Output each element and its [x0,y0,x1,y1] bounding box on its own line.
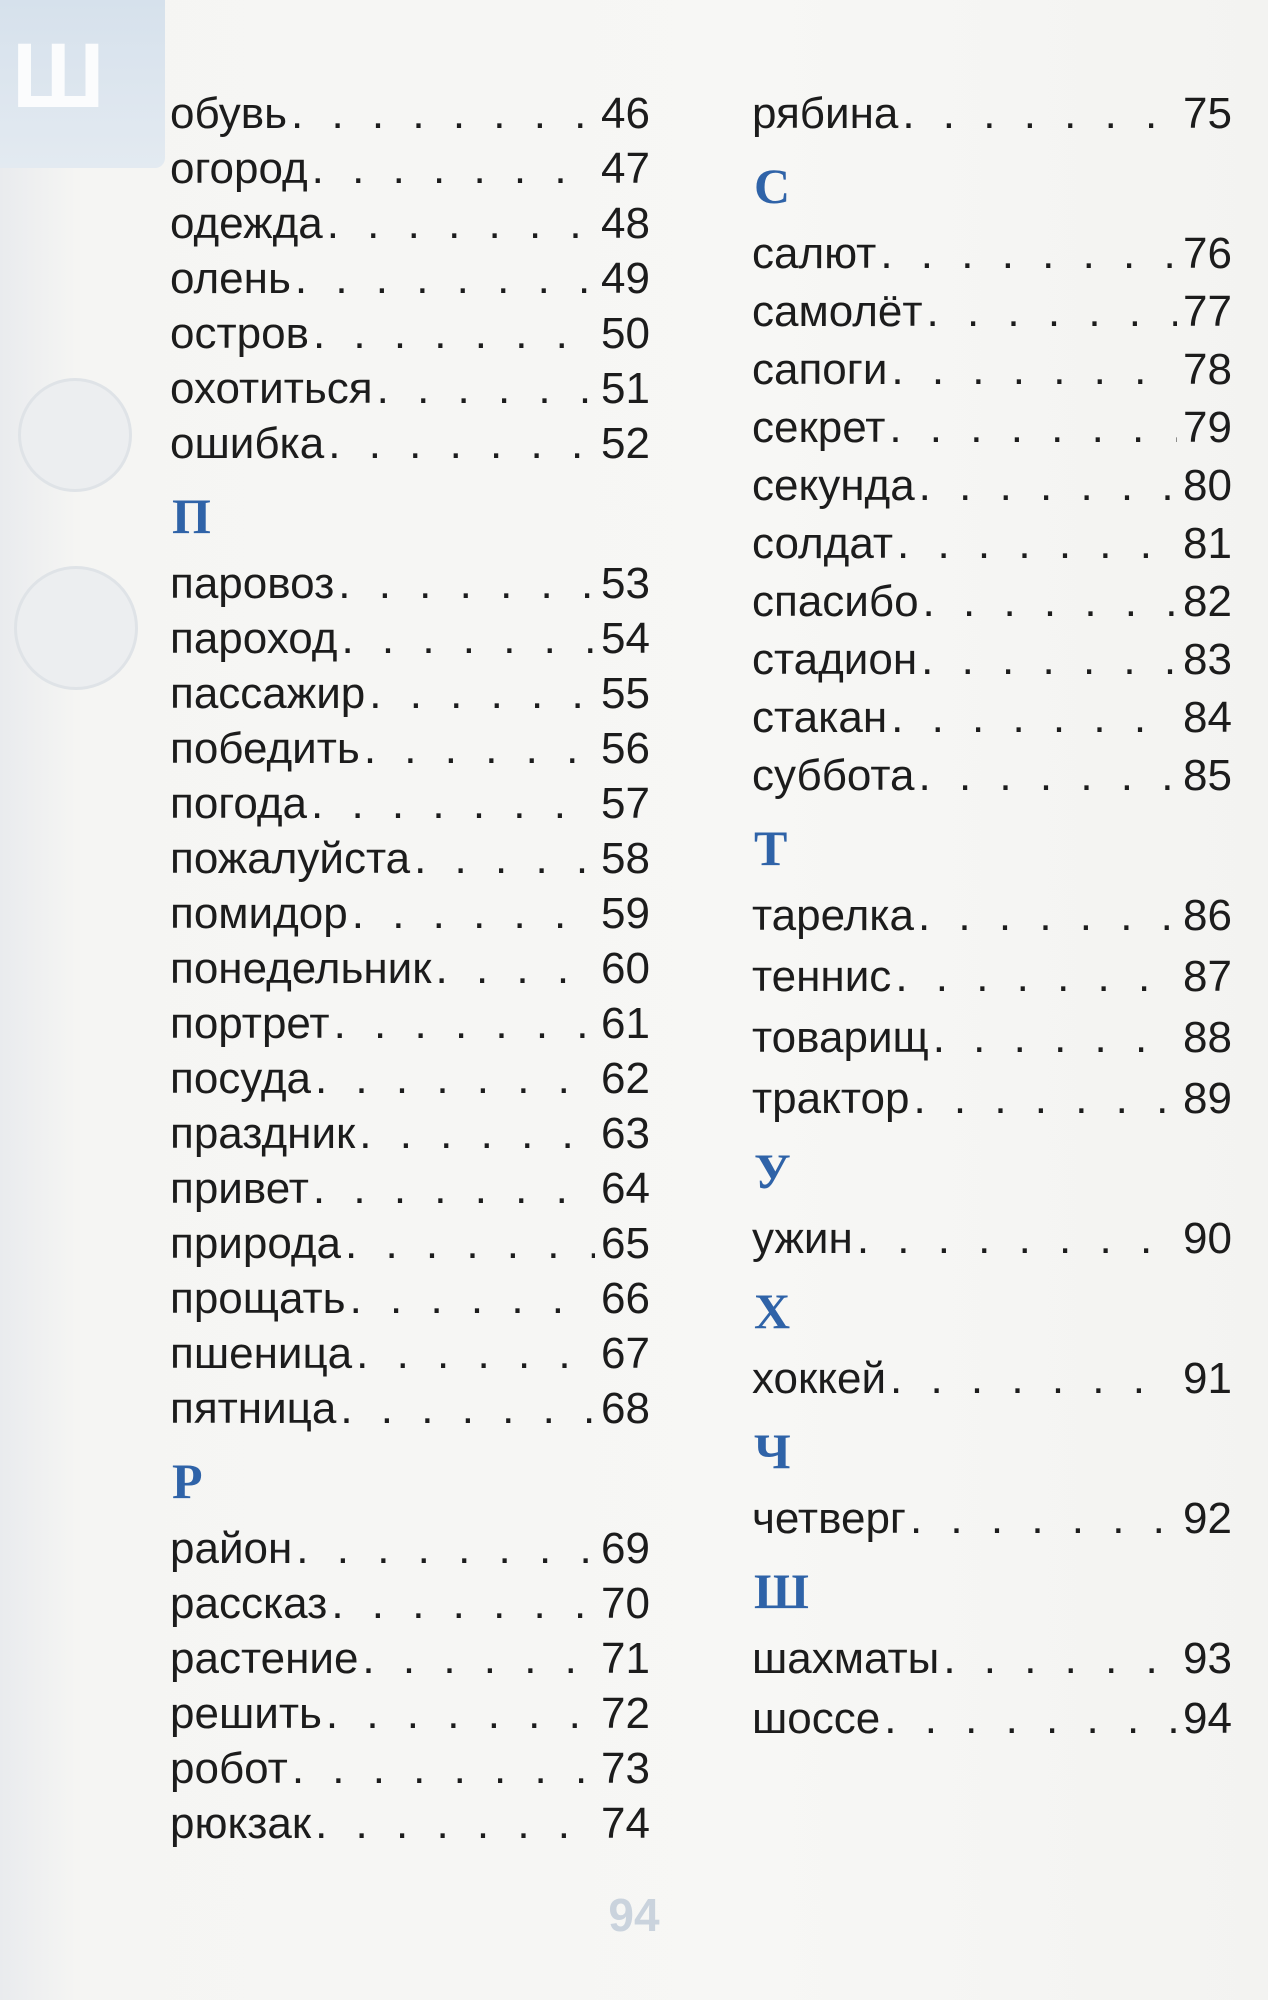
dot-leader [895,949,1177,1005]
index-entry [170,1741,650,1797]
index-entry-word: ужин [752,1214,853,1263]
index-entry [170,996,650,1052]
dot-leader [296,1521,595,1577]
dot-leader [884,1691,1177,1747]
pencil-icon [14,566,138,690]
index-letter-heading: Ч [754,1423,791,1479]
index-entry-page-number: 66 [601,1274,650,1323]
index-entry [170,721,650,777]
index-entry [170,1381,650,1437]
dot-leader [891,690,1177,746]
index-entry [170,1106,650,1162]
index-entry-page-number: 77 [1183,287,1232,336]
index-entry-word: праздник [170,1109,356,1158]
index-entry [752,888,1232,944]
index-entry-word: ошибка [170,419,325,468]
index-entry [170,1271,650,1327]
index-entry [752,516,1232,572]
index-entry-page-number: 69 [601,1524,650,1573]
dot-leader [352,886,595,942]
index-entry-page-number: 54 [601,614,650,663]
index-entry-word: секрет [752,403,886,452]
index-letter-heading: У [754,1143,791,1199]
index-entry-word: растение [170,1634,359,1683]
index-entry [170,666,650,722]
index-entry [752,949,1232,1005]
index-entry [170,776,650,832]
index-entry-word: пассажир [170,669,366,718]
dot-leader [889,400,1177,456]
index-entry-page-number: 65 [601,1219,650,1268]
dot-leader [359,1106,595,1162]
index-entry [170,1051,650,1107]
index-entry-word: солдат [752,519,894,568]
index-entry-page-number: 52 [601,419,650,468]
index-entry [170,1686,650,1742]
index-entry [170,416,650,472]
dot-leader [927,284,1178,340]
index-entry-word: природа [170,1219,341,1268]
index-entry-word: привет [170,1164,309,1213]
dot-leader [362,1631,595,1687]
index-entry-word: суббота [752,751,915,800]
index-entry-page-number: 85 [1183,751,1232,800]
index-entry-word: олень [170,254,291,303]
index-entry-page-number: 73 [601,1744,650,1793]
index-entry-page-number: 63 [601,1109,650,1158]
index-letter-heading: Х [754,1283,791,1339]
index-letter-heading: С [754,158,791,214]
index-entry [170,1161,650,1217]
index-entry-page-number: 72 [601,1689,650,1738]
index-entry-page-number: 80 [1183,461,1232,510]
lightbulb-icon [18,378,132,492]
index-entry-page-number: 89 [1183,1074,1232,1123]
index-entry-page-number: 47 [601,144,650,193]
dot-leader [315,1051,595,1107]
dot-leader [369,666,595,722]
index-entry [752,1071,1232,1127]
index-letter-heading: Т [754,820,788,876]
dot-leader [890,1351,1177,1407]
index-entry [170,1631,650,1687]
index-entry-word: решить [170,1689,322,1738]
index-entry-word: товарищ [752,1013,929,1062]
index-entry-word: посуда [170,1054,311,1103]
dot-leader [880,226,1177,282]
index-entry-page-number: 94 [1183,1694,1232,1743]
index-entry [752,226,1232,282]
index-entry-word: огород [170,144,308,193]
dot-leader [312,141,595,197]
dot-leader [910,1491,1177,1547]
index-entry-word: паровоз [170,559,335,608]
index-entry-page-number: 84 [1183,693,1232,742]
dot-leader [328,416,595,472]
index-entry-word: тарелка [752,891,914,940]
dot-leader [943,1631,1177,1687]
dot-leader [902,86,1177,142]
dot-leader [338,556,595,612]
index-entry-page-number: 90 [1183,1214,1232,1263]
index-entry-word: шахматы [752,1634,940,1683]
dot-leader [933,1010,1177,1066]
dot-leader [897,516,1177,572]
index-letter-heading: Р [172,1453,203,1509]
index-entry [170,886,650,942]
index-entry-word: одежда [170,199,323,248]
index-entry-word: остров [170,309,309,358]
index-entry [170,556,650,612]
index-entry-page-number: 88 [1183,1013,1232,1062]
index-entry-page-number: 81 [1183,519,1232,568]
index-entry [170,251,650,307]
dot-leader [919,748,1178,804]
index-entry-page-number: 74 [601,1799,650,1848]
index-entry-word: погода [170,779,308,828]
dot-leader [414,831,595,887]
index-entry-word: рассказ [170,1579,328,1628]
index-entry-page-number: 75 [1183,89,1232,138]
index-letter-heading: П [172,488,211,544]
dot-leader [341,611,595,667]
index-entry [752,342,1232,398]
dot-leader [340,1381,595,1437]
dot-leader [356,1326,595,1382]
index-entry [752,690,1232,746]
index-entry [752,1351,1232,1407]
dot-leader [327,196,595,252]
index-entry-page-number: 50 [601,309,650,358]
index-entry-word: район [170,1524,293,1573]
dot-leader [918,888,1177,944]
index-entry-word: четверг [752,1494,906,1543]
index-entry-word: прощать [170,1274,346,1323]
dot-leader [311,776,595,832]
index-entry-page-number: 60 [601,944,650,993]
index-entry-word: помидор [170,889,348,938]
dot-leader [923,574,1178,630]
index-entry-page-number: 76 [1183,229,1232,278]
dot-leader [313,306,595,362]
index-entry [170,1521,650,1577]
index-entry [752,1631,1232,1687]
index-entry-word: рюкзак [170,1799,312,1848]
dot-leader [291,86,595,142]
dot-leader [292,1741,595,1797]
index-letter-heading: Ш [754,1563,809,1619]
index-entry [170,941,650,997]
index-entry [752,748,1232,804]
index-entry [170,611,650,667]
index-entry-page-number: 91 [1183,1354,1232,1403]
index-entry [752,1691,1232,1747]
index-entry-page-number: 53 [601,559,650,608]
index-entry-word: стакан [752,693,888,742]
index-entry [752,574,1232,630]
index-entry [170,1576,650,1632]
index-entry-word: победить [170,724,360,773]
dot-leader [891,342,1177,398]
index-entry [752,1010,1232,1066]
index-entry-page-number: 87 [1183,952,1232,1001]
index-entry [170,1796,650,1852]
index-entry-word: пшеница [170,1329,353,1378]
dot-leader [857,1211,1177,1267]
index-entry-page-number: 49 [601,254,650,303]
index-entry-page-number: 64 [601,1164,650,1213]
index-entry [170,1216,650,1272]
index-entry-word: самолёт [752,287,923,336]
index-entry-page-number: 61 [601,999,650,1048]
dot-leader [345,1216,595,1272]
index-entry-word: понедельник [170,944,432,993]
index-entry-page-number: 46 [601,89,650,138]
index-entry-page-number: 83 [1183,635,1232,684]
index-entry-page-number: 82 [1183,577,1232,626]
dot-leader [295,251,595,307]
index-entry-page-number: 71 [601,1634,650,1683]
dot-leader [919,458,1177,514]
index-entry-word: портрет [170,999,330,1048]
index-entry [752,1211,1232,1267]
index-entry-word: робот [170,1744,288,1793]
index-entry-page-number: 55 [601,669,650,718]
section-corner-tab [0,0,165,168]
corner-tab-letter: Ш [12,25,105,127]
dot-leader [334,996,595,1052]
dot-leader [313,1161,595,1217]
index-entry-word: пароход [170,614,338,663]
index-entry-word: теннис [752,952,892,1001]
index-entry [170,831,650,887]
index-entry-page-number: 86 [1183,891,1232,940]
index-entry-word: стадион [752,635,918,684]
index-entry-page-number: 92 [1183,1494,1232,1543]
index-entry-page-number: 58 [601,834,650,883]
dot-leader [326,1686,595,1742]
index-entry [170,196,650,252]
dot-leader [436,941,596,997]
index-entry [170,86,650,142]
dot-leader [921,632,1177,688]
index-entry [752,400,1232,456]
index-entry [752,632,1232,688]
index-entry-word: салют [752,229,877,278]
index-entry-word: секунда [752,461,915,510]
index-entry [752,86,1232,142]
index-entry-page-number: 57 [601,779,650,828]
dot-leader [913,1071,1177,1127]
page-number: 94 [608,1889,660,1941]
index-entry-word: спасибо [752,577,919,626]
index-entry-page-number: 67 [601,1329,650,1378]
index-entry [170,361,650,417]
index-entry-word: пожалуйста [170,834,411,883]
index-entry-page-number: 70 [601,1579,650,1628]
index-entry-page-number: 68 [601,1384,650,1433]
index-entry-word: хоккей [752,1354,887,1403]
index-entry-word: пятница [170,1384,337,1433]
index-entry-page-number: 48 [601,199,650,248]
index-entry [170,141,650,197]
index-entry-word: охотиться [170,364,373,413]
index-entry-word: шоссе [752,1694,881,1743]
dot-leader [364,721,595,777]
index-entry [170,306,650,362]
index-entry-word: трактор [752,1074,910,1123]
index-entry-page-number: 93 [1183,1634,1232,1683]
index-entry-word: обувь [170,89,288,138]
index-entry-page-number: 62 [601,1054,650,1103]
index-entry-page-number: 56 [601,724,650,773]
index-entry-word: рябина [752,89,899,138]
index-entry-page-number: 59 [601,889,650,938]
index-entry-page-number: 78 [1183,345,1232,394]
index-entry [752,1491,1232,1547]
index-entry-page-number: 51 [601,364,650,413]
index-entry [752,284,1232,340]
index-entry-page-number: 79 [1183,403,1232,452]
dot-leader [350,1271,595,1327]
dot-leader [377,361,595,417]
index-entry [170,1326,650,1382]
dot-leader [331,1576,595,1632]
index-entry [752,458,1232,514]
dot-leader [315,1796,595,1852]
index-entry-word: сапоги [752,345,888,394]
